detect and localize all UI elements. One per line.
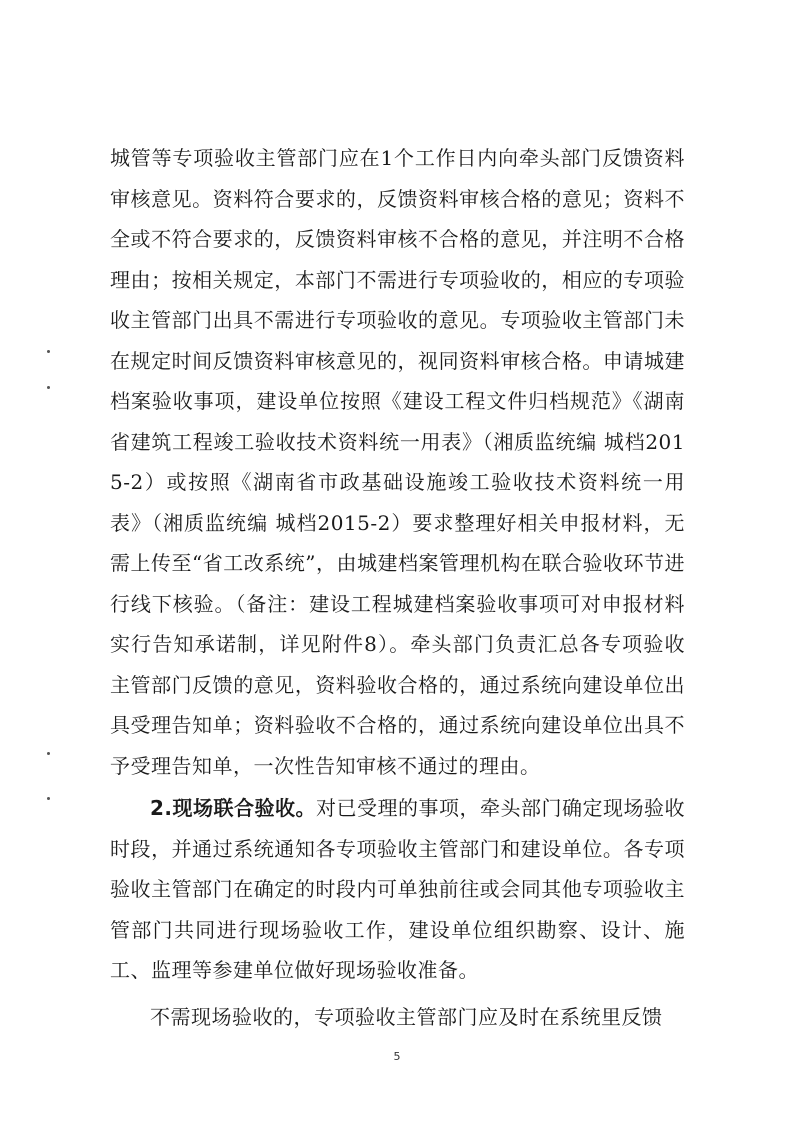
section-heading-onsite-acceptance: 2.现场联合验收。 xyxy=(150,796,317,820)
body-text xyxy=(110,138,685,1037)
margin-mark xyxy=(47,386,50,389)
paragraph-onsite-acceptance xyxy=(110,788,685,991)
paragraph-no-onsite: 不需现场验收的，专项验收主管部门应及时在系统里反馈 xyxy=(150,1004,663,1029)
margin-mark xyxy=(47,797,50,800)
paragraph-review-feedback: 城管等专项验收主管部门应在1个工作日内向牵头部门反馈资料审核意见。资料符合要求的，反馈资料审核合格的意见；资料不全或不符合要求的，反馈资料审核不合格的意见，并注明不合格理由；按相关规定，本部门不需进行专项验收的，相应的专项验收主管部门出具不需进行专项验收的意见。专项验收主管部门未在规定时间反馈资料审核意见的，视同资料审核合格。申请城建档案验收事项，建设单位按照《建设工程文件归档规范》《湖南省建筑工程竣工验收技术资料统一用表》（湘质监统编 城档2015-2）或按照《湖南省市政基础设施竣工验收技术资料统一用表》（湘质监统编 城档2015-2）要求整理好相关申报材料，无需上传至“省工改系统”，由城建档案管理机构在联合验收环节进行线下核验。（备注：建设工程城建档案验收事项可对申报材料实行告知承诺制，详见附件8）。牵头部门负责汇总各专项验收主管部门反馈的意见，资料验收合格的，通过系统向建设单位出具受理告知单；资料验收不合格的，通过系统向建设单位出具不予受理告知单，一次性告知审核不通过的理由。 xyxy=(110,146,685,778)
paragraph-onsite-acceptance-text: 对已受理的事项，牵头部门确定现场验收时段，并通过系统通知各专项验收主管部门和建设单位。各专项验收主管部门在确定的时段内可单独前往或会同其他专项验收主管部门共同进行现场验收工作，建设单位组织勘察、设计、施工、监理等参建单位做好现场验收准备。 xyxy=(110,796,686,982)
page-number: 5 xyxy=(393,1050,401,1063)
margin-mark xyxy=(47,752,50,755)
margin-mark xyxy=(47,350,50,353)
